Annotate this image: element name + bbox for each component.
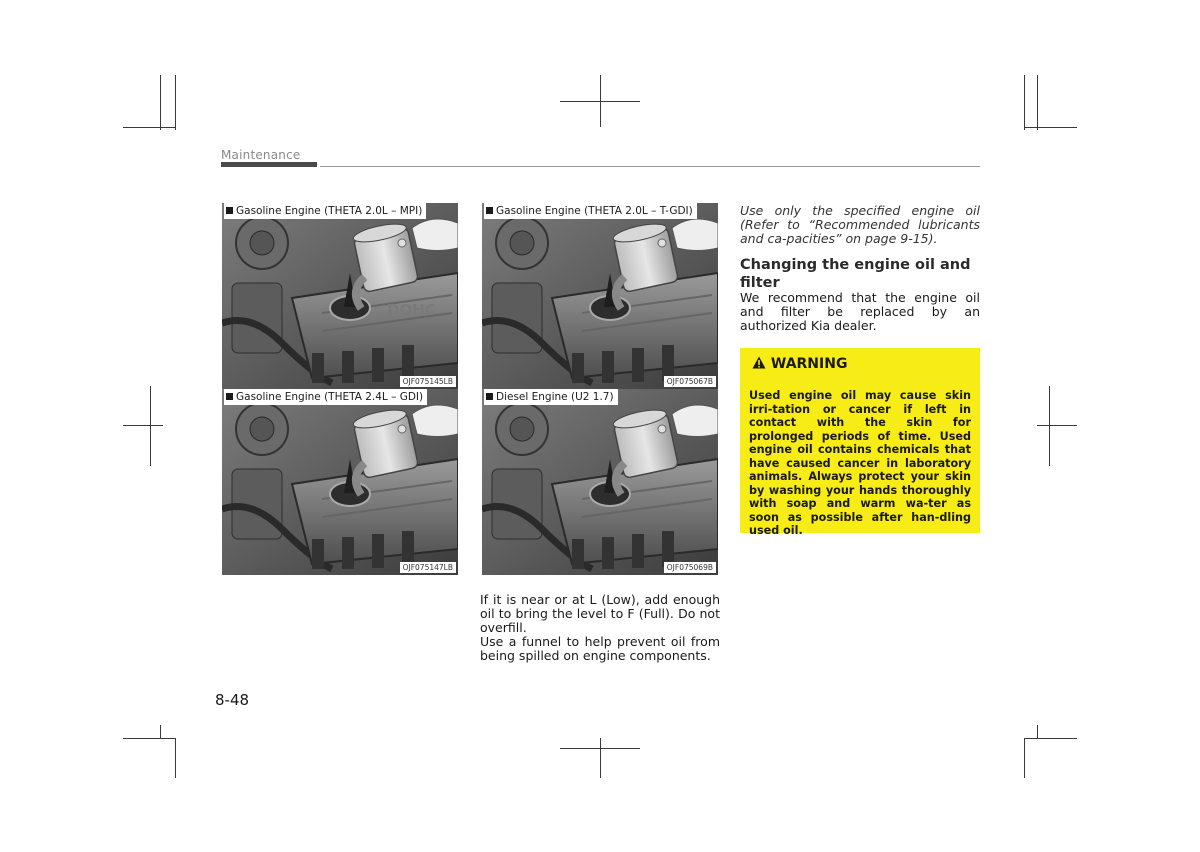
caption-bullet-icon [486, 207, 493, 214]
recommendation-paragraph: We recommend that the engine oil and filter be replaced by an authorized Kia dealer. [740, 290, 980, 333]
oil-spec-note: Use only the specified engine oil (Refer to “Recommended lubricants and ca-pacities” on page 9-15). [740, 203, 980, 246]
figure-code: OJF075147LB [400, 562, 456, 573]
engine-oil-fill-illustration [222, 389, 458, 575]
do-not-overfill-text: Do not overfill. [480, 606, 720, 635]
figure-caption-text: Gasoline Engine (THETA 2.4L – GDI) [236, 391, 424, 403]
caption-bullet-icon [486, 393, 493, 400]
warning-triangle-icon [752, 356, 766, 369]
engine-oil-fill-illustration [482, 203, 718, 389]
figure-caption [224, 389, 427, 405]
figure-code: OJF075067B [664, 376, 716, 387]
figure-caption-text: Gasoline Engine (THETA 2.0L – MPI) [236, 205, 423, 217]
header-rule [320, 166, 980, 167]
caption-bullet-icon [226, 207, 233, 214]
page-number: 8-48 [215, 691, 250, 709]
engine-oil-fill-illustration [222, 203, 458, 389]
warning-title [752, 356, 847, 372]
engine-figure-2 [482, 203, 718, 389]
oil-level-text: If it is near or at L (Low), add enough oil to bring the level to F (Full). [480, 592, 720, 621]
warning-box [740, 348, 980, 537]
figure-caption-text: Diesel Engine (U2 1.7) [496, 391, 614, 403]
svg-text:DOHC: DOHC [387, 301, 436, 319]
caption-bullet-icon [226, 393, 233, 400]
warning-title-text: WARNING [770, 356, 848, 372]
figure-caption-text: Gasoline Engine (THETA 2.0L – T-GDI) [496, 205, 693, 217]
figure-caption [484, 389, 618, 405]
engine-figure-1 [222, 203, 458, 389]
figure-code: OJF075145LB [400, 376, 456, 387]
engine-figure-4 [482, 389, 718, 575]
figure-caption [224, 203, 426, 219]
warning-text: Used engine oil may cause skin irri-tation or cancer if left in contact with the skin for prolonged periods of time. Used engine oil contains chemicals that have caused cancer in laboratory animals. Always protect your skin by washing your hands thoroughly with soap and warm wa-ter as soon as possible after han-dling used oil. [749, 389, 971, 537]
funnel-paragraph: Use a funnel to help prevent oil from being spilled on engine components. [480, 634, 720, 663]
figure-caption [484, 203, 697, 219]
engine-figure-3 [222, 389, 458, 575]
engine-oil-fill-illustration [482, 389, 718, 575]
section-heading: Changing the engine oil and filter [740, 257, 971, 291]
header-bar [221, 162, 317, 167]
section-title: Maintenance [221, 148, 301, 162]
figure-code: OJF075069B [664, 562, 716, 573]
oil-level-paragraph [480, 593, 720, 635]
